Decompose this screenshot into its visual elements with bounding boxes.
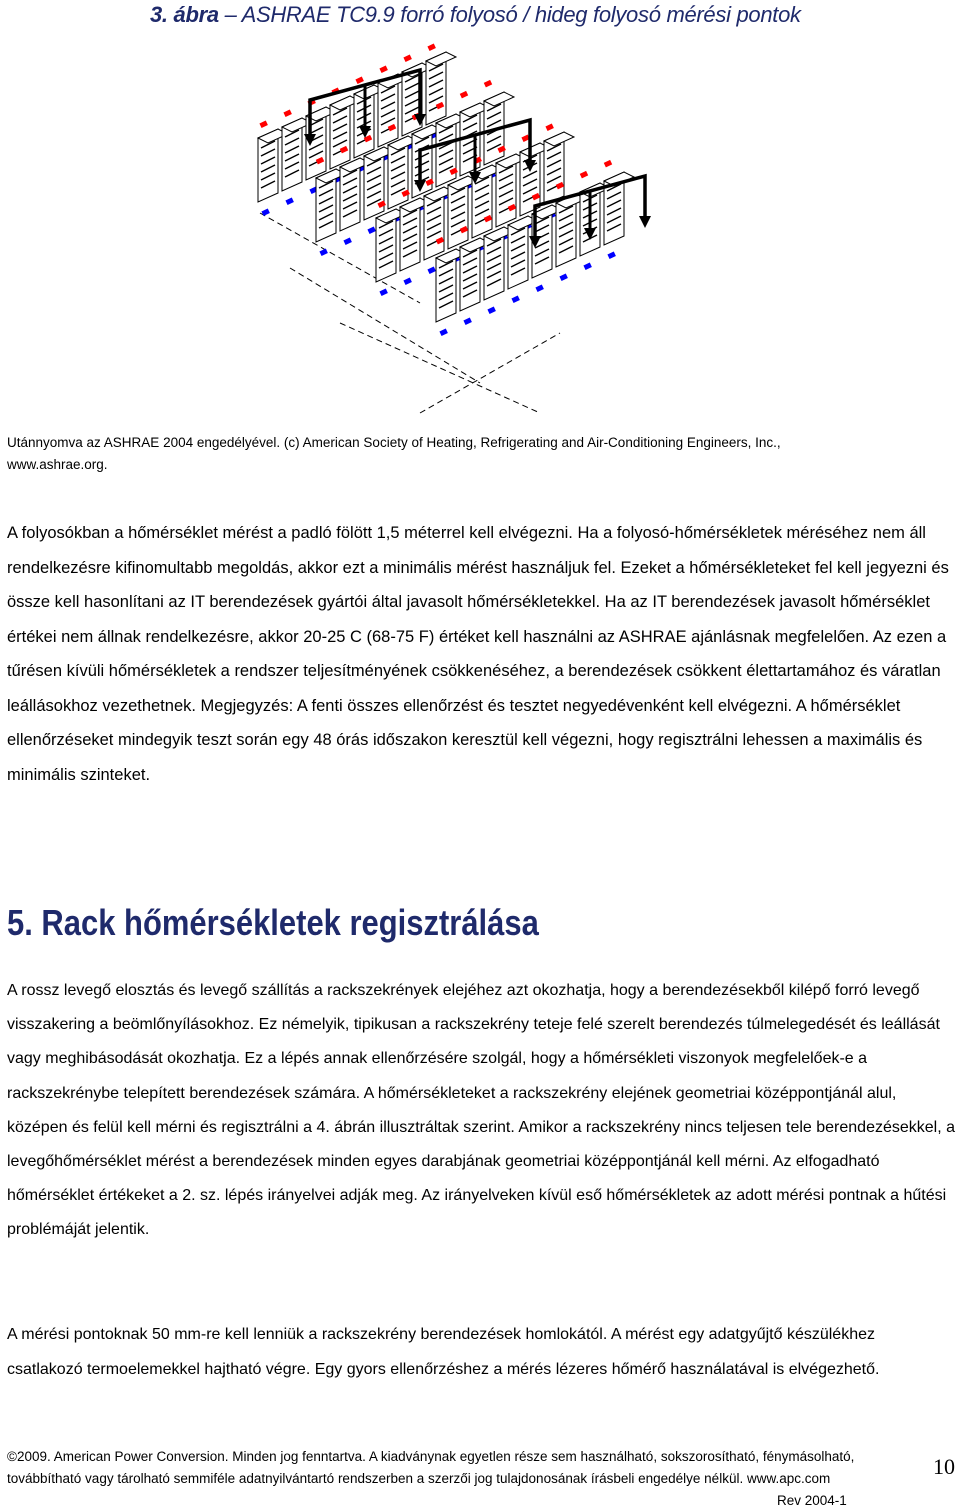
- hot-marker: [604, 160, 612, 167]
- cold-marker: [319, 248, 327, 255]
- page-number: 10: [933, 1454, 955, 1479]
- hot-marker: [283, 109, 291, 116]
- cold-marker: [367, 226, 375, 233]
- cold-marker: [343, 237, 351, 244]
- figure-title: [150, 2, 870, 28]
- cold-marker: [427, 266, 435, 273]
- cold-marker: [403, 277, 411, 284]
- floor-guide-line: [420, 333, 560, 413]
- cold-marker: [439, 328, 447, 335]
- footer-revision: Rev 2004-1: [777, 1493, 847, 1508]
- hot-marker: [460, 91, 468, 98]
- cold-marker: [463, 317, 471, 324]
- cold-marker: [607, 251, 615, 258]
- figure-credit-line2: www.ashrae.org.: [7, 457, 108, 472]
- hot-marker: [379, 65, 387, 72]
- cold-marker: [285, 197, 293, 204]
- hot-marker: [545, 123, 553, 130]
- footer: [7, 1446, 887, 1508]
- figure-title-number: 3. ábra: [150, 2, 219, 27]
- hot-cold-aisle-diagram: [230, 38, 790, 418]
- figure-title-text: – ASHRAE TC9.9 forró folyosó / hideg folyosó mérési pontok: [218, 2, 801, 27]
- hot-marker: [580, 171, 588, 178]
- paragraph-aisle-measurement: A folyosókban a hőmérséklet mérést a padló fölött 1,5 méterrel kell elvégezni. Ha a folyosó-hőmérsékletek méréséhez nem áll rendelkezésre kifinomultabb megoldás, akkor ezt a minimális mérést használjuk fel. Ezeket a hőmérsékleteket fel kell jegyezni és össze kell hasonlítani az IT berendezések gyártói által javasolt hőmérsékletekkel. Ha az IT berendezések javasolt hőmérséklet értékei nem állnak rendelkezésre, akkor 20-25 C (68-75 F) értéket kell használni az ASHRAE ajánlásnak megfelelően. Az ezen a tűrésen kívüli hőmérsékletek a rendszer teljesítményének csökkenéséhez, a berendezések csökkent élettartamához és váratlan leállásokhoz vezethetnek. Megjegyzés: A fenti összes ellenőrzést és tesztet negyedévenként kell elvégezni. A hőmérséklet ellenőrzéseket mindegyik teszt során egy 48 órás időszakon keresztül kell végezni, hogy regisztrálni lehessen a maximális és minimális szinteket.: [7, 524, 949, 784]
- section-heading: 5. Rack hőmérsékletek regisztrálása: [7, 902, 539, 943]
- hot-marker: [484, 80, 492, 87]
- paragraph-measurement-points: A mérési pontoknak 50 mm-re kell lenniük a rackszekrény berendezések homlokától. A mérést egy adatgyűjtő készülékhez csatlakozó termoelemekkel hajtható végre. Egy gyors ellenőrzéshez a mérés lézeres hőmérő használatával is elvégezhető.: [7, 1326, 880, 1378]
- footer-copyright: ©2009. American Power Conversion. Minden jog fenntartva. A kiadványnak egyetlen része sem használható, sokszorosítható, fénymásolható, továbbítható vagy tárolható semmiféle adatnyilvántartó rendszerben a szerzői jog tulajdonosának írásbeli engedélye nélkül. www.apc.com: [7, 1449, 855, 1486]
- cold-marker: [511, 295, 519, 302]
- hot-marker: [403, 54, 411, 61]
- hot-marker: [355, 76, 363, 83]
- cold-marker: [535, 284, 543, 291]
- hot-marker: [259, 120, 267, 127]
- airflow-arrowhead: [639, 216, 651, 228]
- cold-marker: [583, 262, 591, 269]
- cold-marker: [379, 288, 387, 295]
- figure-credit-line1: Utánnyomva az ASHRAE 2004 engedélyével. (c) American Society of Heating, Refrigerating and Air-Conditioning Engineers, Inc.,: [7, 435, 781, 450]
- figure-credit: [7, 432, 947, 476]
- cold-marker: [559, 273, 567, 280]
- paragraph-rack-temperatures: A rossz levegő elosztás és levegő szállítás a rackszekrények elejéhez azt okozhatja, hogy a berendezésekből kilépő forró levegő visszakering a beömlőnyílásokhoz. Ez némelyik, tipikusan a rackszekrény teteje felé szerelt berendezés túlmelegedését és leállását vagy meghibásodását okozhatja. Ez a lépés annak ellenőrzésére szolgál, hogy a hőmérsékleti viszonyok megfelelőek-e a rackszekrénybe telepített berendezések számára. A hőmérsékleteket a rackszekrény elejének geometriai középpontjánál alul, középen és felül kell mérni és regisztrálni a 4. ábrán illusztráltak szerint. Amikor a rackszekrény nincs teljesen tele berendezésekkel, a levegőhőmérséklet mérést a berendezések minden egyes darabjának geometriai középpontjánál kell mérni. Az elfogadható hőmérséklet értékeket a 2. sz. lépés irányelvei adják meg. Az irányelveken kívül eső hőmérsékletek az adott mérési pontnak a hűtési problémáját jelentik.: [7, 982, 955, 1239]
- floor-guide-line: [340, 323, 540, 413]
- cold-marker: [487, 306, 495, 313]
- hot-marker: [427, 43, 435, 50]
